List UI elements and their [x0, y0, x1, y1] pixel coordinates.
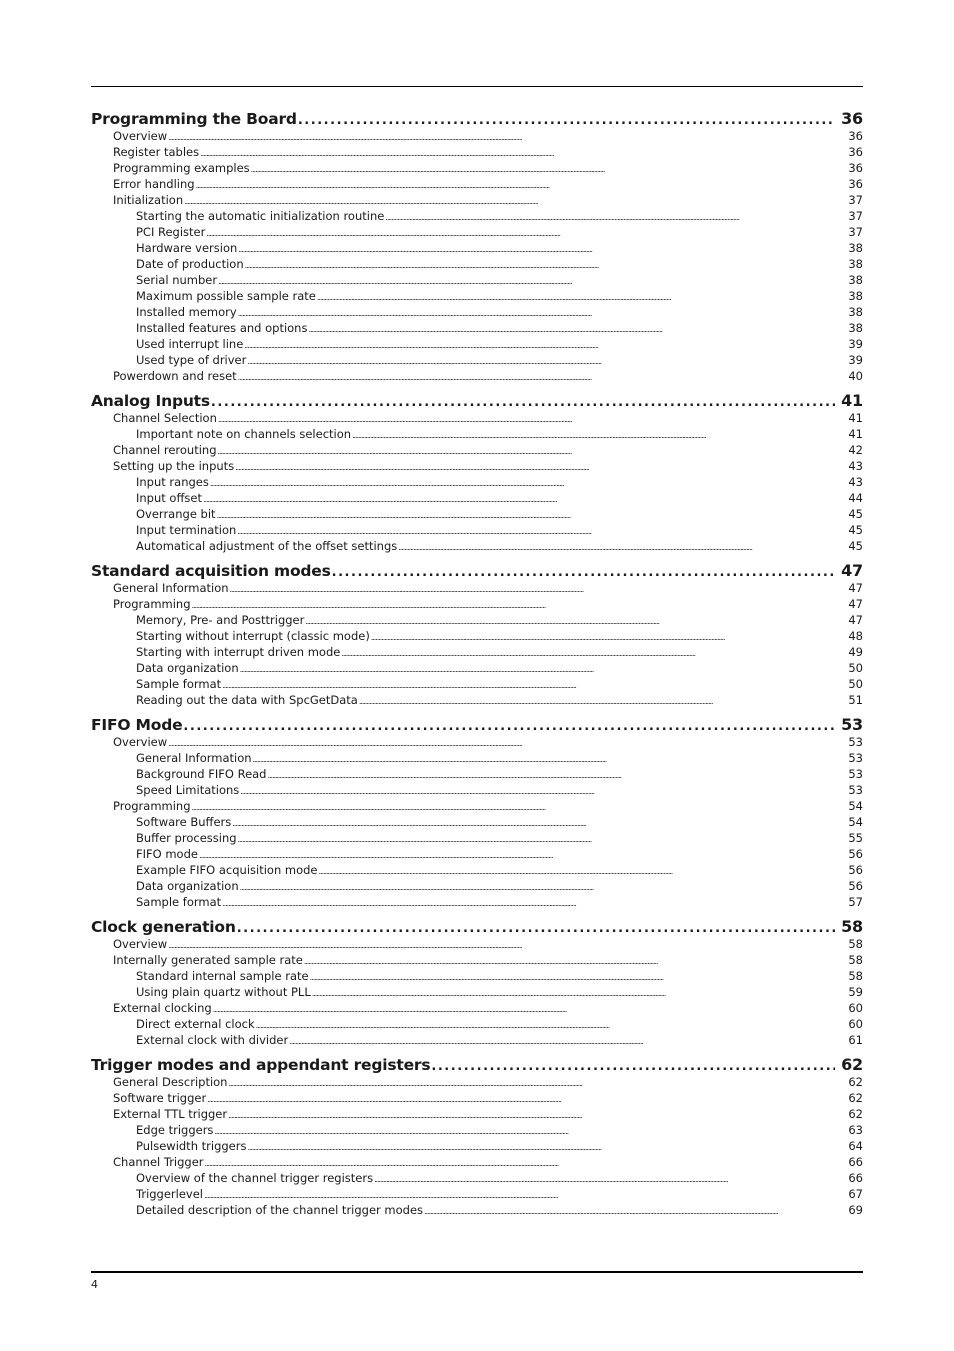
- entry-page-number: 54: [848, 799, 863, 813]
- entry-title: Overview: [113, 129, 168, 143]
- toc-subsection-entry[interactable]: [91, 176, 863, 192]
- entry-page-number: 66: [848, 1155, 863, 1169]
- toc-subsection-entry[interactable]: [91, 458, 863, 474]
- toc-section: [91, 109, 863, 384]
- dot-leader: [304, 954, 841, 970]
- dot-leader: [289, 1034, 841, 1050]
- entry-title: Powerdown and reset: [113, 369, 237, 383]
- entry-page-number: 38: [848, 241, 863, 255]
- entry-title: General Information: [136, 751, 252, 765]
- entry-title: Overview: [113, 937, 168, 951]
- toc-subsubsection-entry[interactable]: [91, 256, 863, 272]
- entry-page-number: 53: [848, 783, 863, 797]
- entry-page-number: 36: [848, 145, 863, 159]
- entry-page-number: 50: [848, 661, 863, 675]
- entry-title: Installed memory: [136, 305, 237, 319]
- entry-title: Edge triggers: [136, 1123, 214, 1137]
- entry-title: PCI Register: [136, 225, 206, 239]
- toc-subsubsection-entry[interactable]: [91, 878, 863, 894]
- entry-page-number: 51: [848, 693, 863, 707]
- chapter-page-number: 62: [841, 1055, 863, 1074]
- dot-leader: [168, 736, 841, 752]
- entry-page-number: 50: [848, 677, 863, 691]
- toc-subsubsection-entry[interactable]: [91, 750, 863, 766]
- dot-leader: [207, 1092, 841, 1108]
- entry-title: Overview of the channel trigger registers: [136, 1171, 374, 1185]
- toc-subsection-entry[interactable]: [91, 368, 863, 384]
- dot-leader: [196, 178, 841, 194]
- toc-subsubsection-entry[interactable]: [91, 676, 863, 692]
- toc-subsubsection-entry[interactable]: [91, 612, 863, 628]
- toc-subsubsection-entry[interactable]: [91, 1122, 863, 1138]
- toc-subsection-entry[interactable]: [91, 936, 863, 952]
- chapter-page-number: 53: [841, 715, 863, 734]
- entry-page-number: 42: [848, 443, 863, 457]
- toc-subsubsection-entry[interactable]: [91, 208, 863, 224]
- toc-subsubsection-entry[interactable]: [91, 830, 863, 846]
- toc-section: [91, 917, 863, 1048]
- entry-page-number: 58: [848, 969, 863, 983]
- entry-title: Date of production: [136, 257, 244, 271]
- entry-page-number: 37: [848, 225, 863, 239]
- toc-subsubsection-entry[interactable]: [91, 814, 863, 830]
- entry-title: Installed features and options: [136, 321, 308, 335]
- chapter-page-number: 36: [841, 109, 863, 128]
- entry-title: External TTL trigger: [113, 1107, 228, 1121]
- entry-title: Programming: [113, 597, 191, 611]
- dot-leader: [238, 242, 841, 258]
- dot-leader: [238, 306, 841, 322]
- entry-page-number: 43: [848, 475, 863, 489]
- entry-title: Channel Trigger: [113, 1155, 204, 1169]
- entry-title: General Description: [113, 1075, 228, 1089]
- entry-title: Programming examples: [113, 161, 250, 175]
- entry-title: Speed Limitations: [136, 783, 240, 797]
- dot-leader: [238, 832, 841, 848]
- chapter-page-number: 41: [841, 391, 863, 410]
- toc-section: [91, 561, 863, 708]
- dot-leader: [218, 444, 841, 460]
- toc-chapter-heading[interactable]: [91, 391, 863, 410]
- entry-title: Channel Selection: [113, 411, 217, 425]
- entry-page-number: 38: [848, 289, 863, 303]
- entry-page-number: 37: [848, 193, 863, 207]
- entry-page-number: 54: [848, 815, 863, 829]
- toc-subsection-entry[interactable]: [91, 128, 863, 144]
- entry-title: Reading out the data with SpcGetData: [136, 693, 358, 707]
- entry-page-number: 45: [848, 539, 863, 553]
- dot-leader: [341, 646, 841, 662]
- entry-page-number: 53: [848, 751, 863, 765]
- toc-subsubsection-entry[interactable]: [91, 490, 863, 506]
- entry-title: Input ranges: [136, 475, 209, 489]
- entry-page-number: 47: [848, 597, 863, 611]
- chapter-page-number: 58: [841, 917, 863, 936]
- entry-title: Starting the automatic initialization routine: [136, 209, 385, 223]
- chapter-title: Clock generation: [91, 918, 236, 936]
- toc-subsubsection-entry[interactable]: [91, 644, 863, 660]
- dot-leader: [305, 614, 841, 630]
- entry-title: Input termination: [136, 523, 237, 537]
- dot-leader: [203, 492, 841, 508]
- dot-leader: [374, 1172, 841, 1188]
- toc-subsubsection-entry[interactable]: [91, 968, 863, 984]
- dot-leader: [210, 476, 841, 492]
- toc-subsection-entry[interactable]: [91, 1154, 863, 1170]
- entry-title: FIFO mode: [136, 847, 198, 861]
- dot-leader: [240, 662, 841, 678]
- entry-page-number: 38: [848, 257, 863, 271]
- toc-subsubsection-entry[interactable]: [91, 426, 863, 442]
- toc-subsection-entry[interactable]: [91, 160, 863, 176]
- entry-page-number: 63: [848, 1123, 863, 1137]
- toc-subsubsection-entry[interactable]: [91, 862, 863, 878]
- dot-leader: [222, 896, 841, 912]
- entry-page-number: 62: [848, 1107, 863, 1121]
- entry-page-number: 38: [848, 321, 863, 335]
- entry-title: Maximum possible sample rate: [136, 289, 316, 303]
- dot-leader: [319, 864, 841, 880]
- entry-page-number: 56: [848, 879, 863, 893]
- toc-chapter-heading[interactable]: [91, 917, 863, 936]
- entry-page-number: 36: [848, 177, 863, 191]
- toc-subsubsection-entry[interactable]: [91, 522, 863, 538]
- entry-page-number: 36: [848, 161, 863, 175]
- entry-title: External clock with divider: [136, 1033, 289, 1047]
- entry-page-number: 53: [848, 735, 863, 749]
- dot-leader: [247, 354, 841, 370]
- entry-page-number: 38: [848, 305, 863, 319]
- chapter-title: Trigger modes and appendant registers: [91, 1056, 431, 1074]
- toc-subsubsection-entry[interactable]: [91, 336, 863, 352]
- toc-subsubsection-entry[interactable]: [91, 1032, 863, 1048]
- toc-subsubsection-entry[interactable]: [91, 1202, 863, 1218]
- entry-page-number: 60: [848, 1001, 863, 1015]
- toc-section: [91, 391, 863, 554]
- toc-subsubsection-entry[interactable]: [91, 304, 863, 320]
- dot-leader: [211, 393, 835, 412]
- entry-page-number: 66: [848, 1171, 863, 1185]
- entry-page-number: 45: [848, 523, 863, 537]
- toc-subsubsection-entry[interactable]: [91, 984, 863, 1000]
- entry-page-number: 47: [848, 613, 863, 627]
- entry-title: Error handling: [113, 177, 195, 191]
- entry-title: Setting up the inputs: [113, 459, 235, 473]
- toc-subsubsection-entry[interactable]: [91, 506, 863, 522]
- entry-title: Used type of driver: [136, 353, 247, 367]
- dot-leader: [183, 717, 835, 736]
- toc-subsection-entry[interactable]: [91, 596, 863, 612]
- toc-subsection-entry[interactable]: [91, 952, 863, 968]
- chapter-title: Programming the Board: [91, 110, 297, 128]
- entry-page-number: 59: [848, 985, 863, 999]
- dot-leader: [298, 111, 835, 130]
- entry-title: Important note on channels selection: [136, 427, 352, 441]
- entry-title: Overview: [113, 735, 168, 749]
- toc-chapter-heading[interactable]: [91, 561, 863, 580]
- entry-page-number: 38: [848, 273, 863, 287]
- dot-leader: [253, 752, 841, 768]
- table-of-contents: [91, 109, 863, 1225]
- dot-leader: [213, 1002, 841, 1018]
- entry-title: Serial number: [136, 273, 218, 287]
- entry-title: Standard internal sample rate: [136, 969, 309, 983]
- toc-subsection-entry[interactable]: [91, 798, 863, 814]
- entry-page-number: 45: [848, 507, 863, 521]
- dot-leader: [251, 162, 841, 178]
- toc-subsubsection-entry[interactable]: [91, 1170, 863, 1186]
- toc-chapter-heading[interactable]: [91, 1055, 863, 1074]
- dot-leader: [359, 694, 841, 710]
- dot-leader: [214, 1124, 841, 1140]
- toc-subsubsection-entry[interactable]: [91, 288, 863, 304]
- entry-title: Background FIFO Read: [136, 767, 267, 781]
- entry-page-number: 40: [848, 369, 863, 383]
- entry-page-number: 57: [848, 895, 863, 909]
- entry-title: Input offset: [136, 491, 202, 505]
- entry-title: Channel rerouting: [113, 443, 217, 457]
- dot-leader: [238, 370, 841, 386]
- entry-title: Initialization: [113, 193, 184, 207]
- footer-rule: [91, 1271, 863, 1273]
- entry-title: Used interrupt line: [136, 337, 244, 351]
- entry-page-number: 62: [848, 1075, 863, 1089]
- dot-leader: [200, 146, 841, 162]
- toc-subsection-entry[interactable]: [91, 1000, 863, 1016]
- dot-leader: [228, 1108, 841, 1124]
- entry-page-number: 56: [848, 847, 863, 861]
- toc-subsubsection-entry[interactable]: [91, 240, 863, 256]
- entry-page-number: 55: [848, 831, 863, 845]
- entry-title: Sample format: [136, 895, 222, 909]
- toc-subsection-entry[interactable]: [91, 1090, 863, 1106]
- entry-title: Software trigger: [113, 1091, 207, 1105]
- entry-page-number: 36: [848, 129, 863, 143]
- toc-subsubsection-entry[interactable]: [91, 320, 863, 336]
- entry-title: Triggerlevel: [136, 1187, 204, 1201]
- dot-leader: [424, 1204, 841, 1220]
- toc-subsubsection-entry[interactable]: [91, 628, 863, 644]
- toc-subsubsection-entry[interactable]: [91, 1186, 863, 1202]
- dot-leader: [352, 428, 841, 444]
- toc-subsection-entry[interactable]: [91, 442, 863, 458]
- entry-title: Internally generated sample rate: [113, 953, 303, 967]
- entry-page-number: 49: [848, 645, 863, 659]
- toc-subsection-entry[interactable]: [91, 580, 863, 596]
- entry-title: Hardware version: [136, 241, 238, 255]
- toc-subsection-entry[interactable]: [91, 144, 863, 160]
- toc-subsubsection-entry[interactable]: [91, 1016, 863, 1032]
- entry-title: Automatical adjustment of the offset settings: [136, 539, 398, 553]
- dot-leader: [371, 630, 841, 646]
- entry-page-number: 69: [848, 1203, 863, 1217]
- toc-subsubsection-entry[interactable]: [91, 474, 863, 490]
- entry-title: Sample format: [136, 677, 222, 691]
- dot-leader: [217, 508, 841, 524]
- entry-page-number: 41: [848, 427, 863, 441]
- entry-title: Using plain quartz without PLL: [136, 985, 311, 999]
- entry-title: External clocking: [113, 1001, 212, 1015]
- dot-leader: [244, 338, 841, 354]
- entry-page-number: 64: [848, 1139, 863, 1153]
- entry-title: Programming: [113, 799, 191, 813]
- entry-title: Data organization: [136, 879, 239, 893]
- entry-page-number: 56: [848, 863, 863, 877]
- toc-subsubsection-entry[interactable]: [91, 1138, 863, 1154]
- toc-subsubsection-entry[interactable]: [91, 846, 863, 862]
- entry-title: Register tables: [113, 145, 200, 159]
- dot-leader: [168, 130, 841, 146]
- dot-leader: [268, 768, 842, 784]
- dot-leader: [247, 1140, 841, 1156]
- entry-page-number: 61: [848, 1033, 863, 1047]
- entry-title: Detailed description of the channel trigger modes: [136, 1203, 424, 1217]
- toc-subsection-entry[interactable]: [91, 410, 863, 426]
- dot-leader: [230, 582, 841, 598]
- entry-page-number: 53: [848, 767, 863, 781]
- entry-title: Starting with interrupt driven mode: [136, 645, 341, 659]
- entry-page-number: 48: [848, 629, 863, 643]
- entry-title: Example FIFO acquisition mode: [136, 863, 318, 877]
- dot-leader: [206, 226, 841, 242]
- entry-title: Data organization: [136, 661, 239, 675]
- header-rule: [91, 86, 863, 87]
- toc-chapter-heading[interactable]: [91, 715, 863, 734]
- dot-leader: [245, 258, 841, 274]
- entry-title: Direct external clock: [136, 1017, 255, 1031]
- dot-leader: [232, 816, 841, 832]
- toc-subsubsection-entry[interactable]: [91, 782, 863, 798]
- toc-section: [91, 715, 863, 910]
- toc-subsubsection-entry[interactable]: [91, 766, 863, 782]
- entry-title: Memory, Pre- and Posttrigger: [136, 613, 305, 627]
- toc-subsubsection-entry[interactable]: [91, 272, 863, 288]
- dot-leader: [332, 563, 836, 582]
- entry-page-number: 60: [848, 1017, 863, 1031]
- entry-page-number: 58: [848, 937, 863, 951]
- dot-leader: [240, 784, 841, 800]
- page-number: 4: [91, 1278, 98, 1291]
- entry-page-number: 47: [848, 581, 863, 595]
- chapter-title: Analog Inputs: [91, 392, 210, 410]
- entry-title: Software Buffers: [136, 815, 232, 829]
- entry-title: Pulsewidth triggers: [136, 1139, 247, 1153]
- dot-leader: [228, 1076, 841, 1092]
- toc-section: [91, 1055, 863, 1218]
- toc-subsection-entry[interactable]: [91, 192, 863, 208]
- dot-leader: [398, 540, 841, 556]
- dot-leader: [431, 1057, 835, 1076]
- entry-page-number: 39: [848, 337, 863, 351]
- toc-subsubsection-entry[interactable]: [91, 538, 863, 554]
- chapter-page-number: 47: [841, 561, 863, 580]
- dot-leader: [317, 290, 841, 306]
- toc-subsection-entry[interactable]: [91, 1074, 863, 1090]
- toc-subsubsection-entry[interactable]: [91, 660, 863, 676]
- dot-leader: [256, 1018, 841, 1034]
- dot-leader: [192, 800, 841, 816]
- toc-subsection-entry[interactable]: [91, 1106, 863, 1122]
- entry-title: Overrange bit: [136, 507, 216, 521]
- entry-page-number: 43: [848, 459, 863, 473]
- dot-leader: [237, 919, 835, 938]
- toc-subsubsection-entry[interactable]: [91, 352, 863, 368]
- dot-leader: [240, 880, 841, 896]
- entry-page-number: 44: [848, 491, 863, 505]
- entry-page-number: 41: [848, 411, 863, 425]
- toc-subsubsection-entry[interactable]: [91, 894, 863, 910]
- entry-title: Starting without interrupt (classic mode): [136, 629, 370, 643]
- dot-leader: [235, 460, 841, 476]
- toc-subsubsection-entry[interactable]: [91, 224, 863, 240]
- entry-page-number: 62: [848, 1091, 863, 1105]
- entry-page-number: 67: [848, 1187, 863, 1201]
- entry-page-number: 37: [848, 209, 863, 223]
- dot-leader: [312, 986, 841, 1002]
- entry-title: General Information: [113, 581, 229, 595]
- chapter-title: FIFO Mode: [91, 716, 183, 734]
- dot-leader: [385, 210, 841, 226]
- dot-leader: [310, 970, 841, 986]
- chapter-title: Standard acquisition modes: [91, 562, 331, 580]
- entry-page-number: 39: [848, 353, 863, 367]
- dot-leader: [308, 322, 841, 338]
- entry-title: Buffer processing: [136, 831, 237, 845]
- toc-subsection-entry[interactable]: [91, 734, 863, 750]
- toc-subsubsection-entry[interactable]: [91, 692, 863, 708]
- toc-chapter-heading[interactable]: [91, 109, 863, 128]
- entry-page-number: 58: [848, 953, 863, 967]
